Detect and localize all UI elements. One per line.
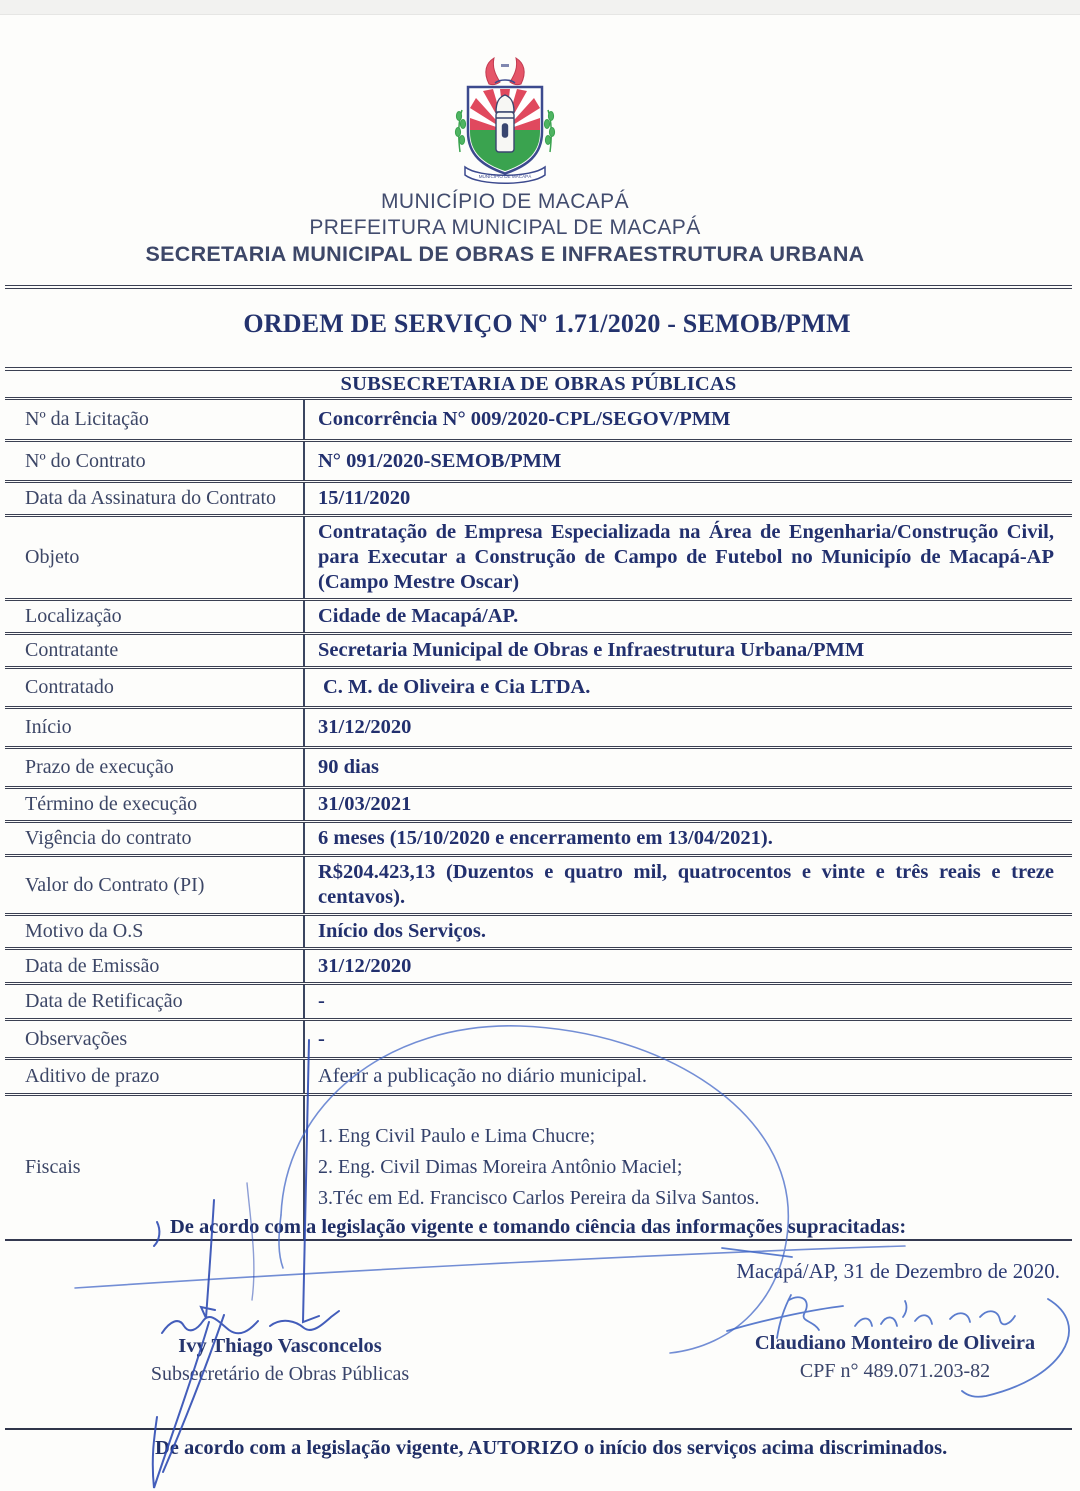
row-label: Nº do Contrato (5, 442, 305, 480)
signature-block-right (710, 1331, 1080, 1384)
org-line-prefeitura: PREFEITURA MUNICIPAL DE MACAPÁ (309, 216, 701, 239)
signer-role: Subsecretário de Obras Públicas (150, 1363, 410, 1385)
row-label: Localização (5, 601, 305, 632)
acknowledgment-statement: De acordo com a legislação vigente e tomando ciência das informações supracitadas: (170, 1216, 907, 1238)
row-value: R$204.423,13 (Duzentos e quatro mil, quatrocentos e vinte e três reais e treze centavos). (318, 861, 1054, 908)
row-label: Observações (5, 1021, 305, 1057)
table-row (5, 947, 1072, 982)
table-row (5, 397, 1072, 439)
row-value: 15/11/2020 (318, 487, 411, 509)
row-value: Contratação de Empresa Especializada na Área de Engenharia/Construção Civil, para Executar a Construção de Campo de Futebol no Municipío de Macapá-AP (Campo Mestre Oscar) (318, 521, 1054, 593)
macapa-coat-of-arms-icon (445, 56, 565, 186)
fiscal-item: 3.Téc em Ed. Francisco Carlos Pereira da Silva Santos. (318, 1187, 760, 1209)
table-row (5, 439, 1072, 480)
row-label: Prazo de execução (5, 749, 305, 786)
row-value: - (318, 1027, 325, 1050)
row-value: N° 091/2020-SEMOB/PMM (318, 449, 562, 472)
fiscal-item: 1. Eng Civil Paulo e Lima Chucre; (318, 1125, 596, 1147)
table-row (5, 598, 1072, 632)
signature-block-left (105, 1334, 455, 1387)
row-label: Contratado (5, 669, 305, 706)
table-row (5, 514, 1072, 598)
table-row (5, 666, 1072, 706)
table-section-header: SUBSECRETARIA DE OBRAS PÚBLICAS (340, 372, 737, 395)
document-title: ORDEM DE SERVIÇO Nº 1.71/2020 - SEMOB/PMM (243, 309, 851, 338)
service-order-table (5, 367, 1072, 1241)
row-label: Data de Emissão (5, 950, 305, 982)
row-value: 31/12/2020 (318, 716, 412, 738)
crest-branch-left (455, 110, 465, 152)
signer-name: Claudiano Monteiro de Oliveira (754, 1332, 1036, 1354)
table-row (5, 480, 1072, 514)
table-row (5, 1057, 1072, 1093)
table-row (5, 786, 1072, 820)
crest-banner-text: MUNICÍPIO DE MACAPÁ (478, 174, 532, 179)
row-value: - (318, 990, 325, 1012)
crest-date-mark (501, 64, 509, 67)
org-line-secretaria: SECRETARIA MUNICIPAL DE OBRAS E INFRAESTRUTURA URBANA (145, 242, 865, 266)
table-row (5, 913, 1072, 947)
table-row (5, 982, 1072, 1018)
header-divider-rule (5, 285, 1072, 289)
crest-branch-right (544, 110, 554, 152)
row-label: Valor do Contrato (PI) (5, 857, 305, 913)
row-value: 31/12/2020 (318, 954, 412, 977)
row-label: Término de execução (5, 789, 305, 820)
row-value: Cidade de Macapá/AP. (318, 605, 519, 627)
org-line-municipio: MUNICÍPIO DE MACAPÁ (381, 190, 629, 213)
place-and-date: Macapá/AP, 31 de Dezembro de 2020. (736, 1259, 1060, 1283)
authorization-divider-rule (5, 1428, 1072, 1430)
table-row (5, 706, 1072, 746)
row-label: Contratante (5, 635, 305, 666)
row-label: Início (5, 709, 305, 746)
signer-name: Ivy Thiago Vasconcelos (178, 1335, 382, 1357)
row-value: Início dos Serviços. (318, 920, 486, 942)
table-row (5, 632, 1072, 666)
row-label: Motivo da O.S (5, 916, 305, 947)
row-value: Concorrência N° 009/2020-CPL/SEGOV/PMM (318, 408, 731, 430)
fiscais-list (305, 1118, 1072, 1217)
row-label: Vigência do contrato (5, 823, 305, 854)
row-value: Secretaria Municipal de Obras e Infraestrutura Urbana/PMM (318, 639, 865, 661)
row-value: 31/03/2021 (318, 793, 412, 815)
scan-edge-strip (0, 0, 1080, 15)
authorization-statement: De acordo com a legislação vigente, AUTORIZO o início dos serviços acima discriminados. (155, 1437, 948, 1459)
row-label: Data de Retificação (5, 985, 305, 1018)
row-label: Nº da Licitação (5, 400, 305, 439)
row-value: 90 dias (318, 756, 379, 778)
row-label: Objeto (5, 517, 305, 598)
table-row (5, 820, 1072, 854)
table-row (5, 1018, 1072, 1057)
row-value: 6 meses (15/10/2020 e encerramento em 13/04/2021). (318, 827, 773, 849)
letterhead (0, 189, 1010, 267)
row-label: Fiscais (5, 1096, 305, 1239)
signer-cpf: CPF n° 489.071.203-82 (799, 1360, 991, 1382)
row-value: Aferir a publicação no diário municipal. (318, 1065, 648, 1087)
fiscal-item: 2. Eng. Civil Dimas Moreira Antônio Maciel; (318, 1156, 683, 1178)
row-label: Aditivo de prazo (5, 1060, 305, 1093)
row-label: Data da Assinatura do Contrato (5, 483, 305, 514)
table-row (5, 854, 1072, 913)
row-value: C. M. de Oliveira e Cia LTDA. (323, 676, 591, 698)
table-row (5, 746, 1072, 786)
